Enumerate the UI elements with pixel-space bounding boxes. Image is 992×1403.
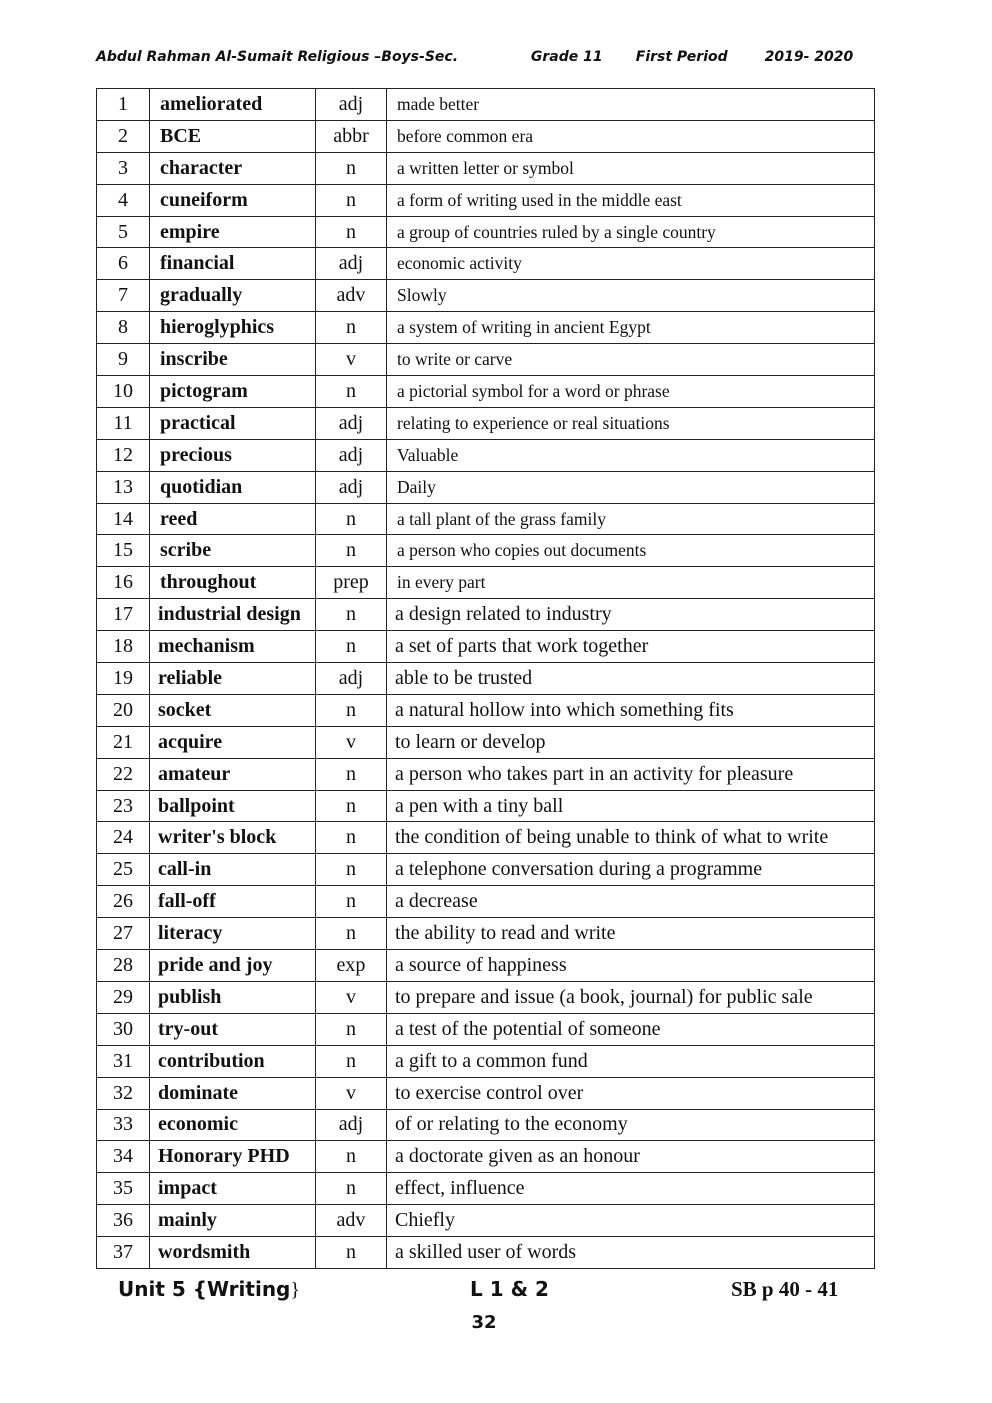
part-of-speech: n	[316, 376, 387, 408]
vocab-number: 10	[97, 376, 150, 408]
vocab-definition: a source of happiness	[387, 950, 875, 982]
part-of-speech: n	[316, 790, 387, 822]
table-row	[97, 822, 875, 854]
vocab-word: empire	[150, 216, 316, 248]
vocab-word: pride and joy	[150, 950, 316, 982]
vocab-word: reed	[150, 503, 316, 535]
vocab-word: precious	[150, 439, 316, 471]
vocab-definition: a doctorate given as an honour	[387, 1141, 875, 1173]
unit-title: Unit 5 {Writing	[118, 1277, 291, 1301]
vocab-word: cuneiform	[150, 184, 316, 216]
vocab-word: publish	[150, 981, 316, 1013]
vocab-number: 8	[97, 312, 150, 344]
school-name: Abdul Rahman Al-Sumait Religious –Boys-Sec.	[96, 49, 459, 65]
vocab-definition: relating to experience or real situations	[387, 407, 875, 439]
vocab-definition: able to be trusted	[387, 663, 875, 695]
vocab-definition: a skilled user of words	[387, 1237, 875, 1269]
table-row	[97, 407, 875, 439]
vocab-number: 9	[97, 344, 150, 376]
vocab-word: character	[150, 152, 316, 184]
vocab-definition: a test of the potential of someone	[387, 1013, 875, 1045]
vocab-word: impact	[150, 1173, 316, 1205]
vocab-number: 20	[97, 694, 150, 726]
vocab-word: ameliorated	[150, 89, 316, 121]
part-of-speech: n	[316, 535, 387, 567]
table-row	[97, 152, 875, 184]
vocab-definition: the condition of being unable to think of what to write	[387, 822, 875, 854]
part-of-speech: adj	[316, 1109, 387, 1141]
vocab-word: BCE	[150, 120, 316, 152]
vocab-number: 11	[97, 407, 150, 439]
vocab-number: 36	[97, 1205, 150, 1237]
part-of-speech: adj	[316, 248, 387, 280]
vocab-number: 19	[97, 663, 150, 695]
table-row	[97, 950, 875, 982]
vocab-definition: to prepare and issue (a book, journal) for public sale	[387, 981, 875, 1013]
vocab-word: dominate	[150, 1077, 316, 1109]
vocab-word: economic	[150, 1109, 316, 1141]
part-of-speech: n	[316, 822, 387, 854]
vocab-word: practical	[150, 407, 316, 439]
table-row	[97, 663, 875, 695]
table-row	[97, 567, 875, 599]
vocab-number: 6	[97, 248, 150, 280]
part-of-speech: n	[316, 854, 387, 886]
vocab-number: 21	[97, 726, 150, 758]
vocab-number: 37	[97, 1237, 150, 1269]
vocab-word: mechanism	[150, 631, 316, 663]
grade-label: Grade 11	[530, 49, 603, 65]
part-of-speech: v	[316, 344, 387, 376]
vocab-number: 16	[97, 567, 150, 599]
table-row	[97, 89, 875, 121]
vocab-definition: Valuable	[387, 439, 875, 471]
table-row	[97, 1077, 875, 1109]
part-of-speech: n	[316, 1237, 387, 1269]
vocab-number: 32	[97, 1077, 150, 1109]
table-row	[97, 535, 875, 567]
table-row	[97, 216, 875, 248]
vocab-number: 23	[97, 790, 150, 822]
vocab-word: call-in	[150, 854, 316, 886]
part-of-speech: abbr	[316, 120, 387, 152]
vocab-word: try-out	[150, 1013, 316, 1045]
vocab-definition: to exercise control over	[387, 1077, 875, 1109]
vocab-definition: made better	[387, 89, 875, 121]
table-row	[97, 184, 875, 216]
vocab-word: acquire	[150, 726, 316, 758]
vocab-word: writer's block	[150, 822, 316, 854]
part-of-speech: adj	[316, 407, 387, 439]
vocabulary-table-body	[97, 89, 875, 1269]
table-row	[97, 1013, 875, 1045]
table-row	[97, 376, 875, 408]
part-of-speech: n	[316, 694, 387, 726]
part-of-speech: n	[316, 152, 387, 184]
page-number: 32	[471, 1312, 497, 1333]
vocab-definition: effect, influence	[387, 1173, 875, 1205]
vocab-definition: a decrease	[387, 886, 875, 918]
vocab-number: 22	[97, 758, 150, 790]
table-row	[97, 439, 875, 471]
vocab-number: 24	[97, 822, 150, 854]
table-row	[97, 854, 875, 886]
table-row	[97, 726, 875, 758]
table-row	[97, 790, 875, 822]
vocab-number: 5	[97, 216, 150, 248]
year-label: 2019- 2020	[764, 49, 854, 65]
vocab-number: 7	[97, 280, 150, 312]
vocab-definition: the ability to read and write	[387, 918, 875, 950]
vocab-number: 30	[97, 1013, 150, 1045]
vocab-definition: to write or carve	[387, 344, 875, 376]
vocab-number: 28	[97, 950, 150, 982]
vocab-number: 34	[97, 1141, 150, 1173]
vocabulary-table	[96, 88, 875, 1269]
part-of-speech: v	[316, 1077, 387, 1109]
vocab-word: literacy	[150, 918, 316, 950]
vocab-number: 26	[97, 886, 150, 918]
vocab-number: 27	[97, 918, 150, 950]
vocab-word: industrial design	[150, 599, 316, 631]
vocab-definition: a natural hollow into which something fits	[387, 694, 875, 726]
vocab-word: hieroglyphics	[150, 312, 316, 344]
part-of-speech: adj	[316, 471, 387, 503]
vocab-definition: a person who takes part in an activity for pleasure	[387, 758, 875, 790]
vocab-word: gradually	[150, 280, 316, 312]
vocab-definition: Daily	[387, 471, 875, 503]
vocab-number: 31	[97, 1045, 150, 1077]
vocab-word: inscribe	[150, 344, 316, 376]
table-row	[97, 120, 875, 152]
vocab-number: 4	[97, 184, 150, 216]
table-row	[97, 1237, 875, 1269]
vocab-number: 13	[97, 471, 150, 503]
vocab-number: 3	[97, 152, 150, 184]
part-of-speech: prep	[316, 567, 387, 599]
vocab-definition: a written letter or symbol	[387, 152, 875, 184]
vocab-word: quotidian	[150, 471, 316, 503]
part-of-speech: n	[316, 1013, 387, 1045]
part-of-speech: n	[316, 184, 387, 216]
part-of-speech: n	[316, 216, 387, 248]
table-row	[97, 1045, 875, 1077]
table-row	[97, 918, 875, 950]
vocab-definition: a person who copies out documents	[387, 535, 875, 567]
part-of-speech: n	[316, 918, 387, 950]
vocab-definition: in every part	[387, 567, 875, 599]
part-of-speech: exp	[316, 950, 387, 982]
vocab-word: scribe	[150, 535, 316, 567]
student-book-pages: SB p 40 - 41	[731, 1277, 839, 1301]
table-row	[97, 471, 875, 503]
part-of-speech: n	[316, 503, 387, 535]
part-of-speech: adj	[316, 89, 387, 121]
table-row	[97, 248, 875, 280]
vocab-word: fall-off	[150, 886, 316, 918]
vocab-definition: Chiefly	[387, 1205, 875, 1237]
table-row	[97, 981, 875, 1013]
vocab-number: 33	[97, 1109, 150, 1141]
vocab-definition: a design related to industry	[387, 599, 875, 631]
vocab-number: 35	[97, 1173, 150, 1205]
vocab-definition: to learn or develop	[387, 726, 875, 758]
vocab-definition: a tall plant of the grass family	[387, 503, 875, 535]
vocab-definition: before common era	[387, 120, 875, 152]
vocab-definition: Slowly	[387, 280, 875, 312]
vocab-number: 14	[97, 503, 150, 535]
table-row	[97, 694, 875, 726]
part-of-speech: adv	[316, 280, 387, 312]
vocab-word: reliable	[150, 663, 316, 695]
vocab-word: mainly	[150, 1205, 316, 1237]
part-of-speech: n	[316, 1141, 387, 1173]
vocab-definition: a gift to a common fund	[387, 1045, 875, 1077]
part-of-speech: v	[316, 726, 387, 758]
table-row	[97, 1173, 875, 1205]
table-row	[97, 758, 875, 790]
vocab-number: 2	[97, 120, 150, 152]
table-row	[97, 631, 875, 663]
vocab-definition: a form of writing used in the middle east	[387, 184, 875, 216]
part-of-speech: n	[316, 631, 387, 663]
vocab-definition: economic activity	[387, 248, 875, 280]
table-row	[97, 1205, 875, 1237]
vocab-definition: a telephone conversation during a programme	[387, 854, 875, 886]
lesson-label: L 1 & 2	[470, 1277, 549, 1301]
part-of-speech: v	[316, 981, 387, 1013]
vocab-word: pictogram	[150, 376, 316, 408]
vocab-definition: a pictorial symbol for a word or phrase	[387, 376, 875, 408]
vocab-definition: a system of writing in ancient Egypt	[387, 312, 875, 344]
part-of-speech: n	[316, 886, 387, 918]
vocab-number: 1	[97, 89, 150, 121]
unit-label	[118, 1277, 300, 1302]
table-row	[97, 280, 875, 312]
vocab-number: 18	[97, 631, 150, 663]
part-of-speech: n	[316, 599, 387, 631]
table-row	[97, 344, 875, 376]
table-row	[97, 503, 875, 535]
vocab-number: 12	[97, 439, 150, 471]
period-label: First Period	[635, 49, 728, 65]
table-row	[97, 886, 875, 918]
vocab-word: financial	[150, 248, 316, 280]
page-header	[96, 49, 876, 65]
vocab-word: Honorary PHD	[150, 1141, 316, 1173]
vocab-definition: a set of parts that work together	[387, 631, 875, 663]
part-of-speech: adv	[316, 1205, 387, 1237]
vocab-word: throughout	[150, 567, 316, 599]
table-row	[97, 1141, 875, 1173]
vocab-word: contribution	[150, 1045, 316, 1077]
part-of-speech: n	[316, 1045, 387, 1077]
part-of-speech: n	[316, 758, 387, 790]
vocab-word: socket	[150, 694, 316, 726]
vocab-definition: of or relating to the economy	[387, 1109, 875, 1141]
vocab-definition: a pen with a tiny ball	[387, 790, 875, 822]
vocab-word: wordsmith	[150, 1237, 316, 1269]
part-of-speech: n	[316, 1173, 387, 1205]
vocab-number: 17	[97, 599, 150, 631]
vocab-number: 29	[97, 981, 150, 1013]
table-row	[97, 1109, 875, 1141]
part-of-speech: adj	[316, 663, 387, 695]
table-row	[97, 599, 875, 631]
vocab-word: ballpoint	[150, 790, 316, 822]
unit-title-close: }	[290, 1279, 300, 1301]
part-of-speech: adj	[316, 439, 387, 471]
vocab-word: amateur	[150, 758, 316, 790]
vocab-number: 25	[97, 854, 150, 886]
table-row	[97, 312, 875, 344]
part-of-speech: n	[316, 312, 387, 344]
vocab-definition: a group of countries ruled by a single country	[387, 216, 875, 248]
vocab-number: 15	[97, 535, 150, 567]
